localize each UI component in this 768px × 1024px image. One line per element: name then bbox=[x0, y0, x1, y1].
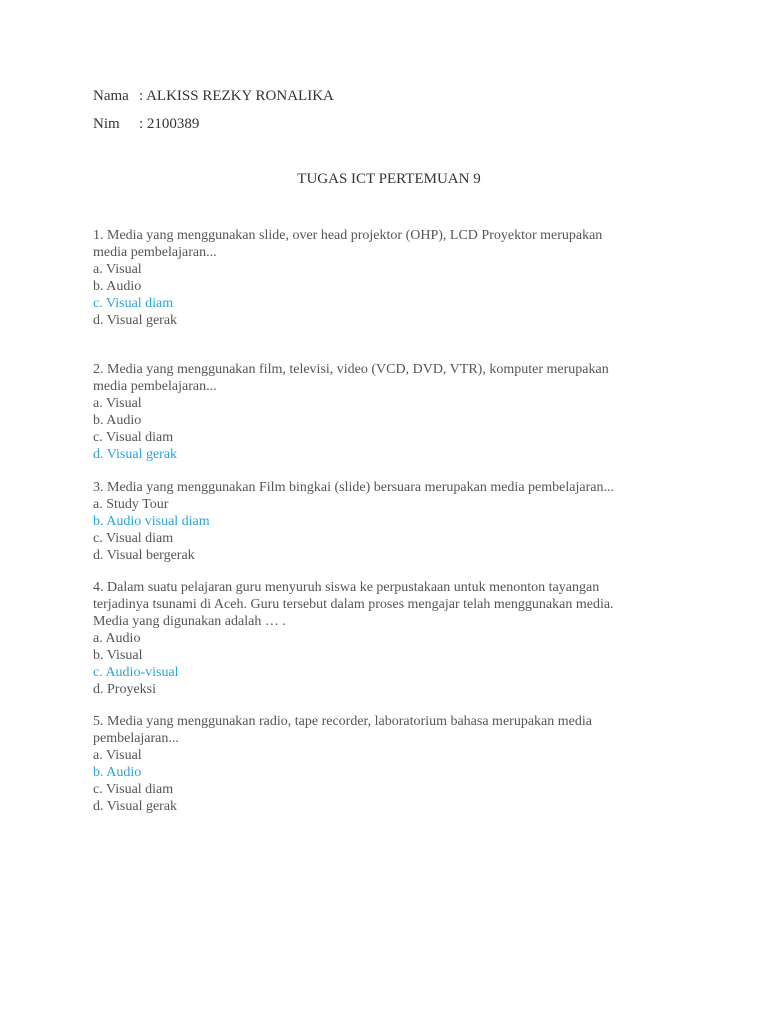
nim-value: : 2100389 bbox=[139, 116, 200, 132]
answer-option: b. Audio bbox=[93, 279, 142, 294]
document-title: TUGAS ICT PERTEMUAN 9 bbox=[297, 171, 481, 187]
answer-option-correct: b. Audio bbox=[93, 765, 142, 780]
answer-option-correct: c. Audio-visual bbox=[93, 665, 179, 680]
answer-option: c. Visual diam bbox=[93, 782, 174, 797]
answer-option: a. Visual bbox=[93, 262, 142, 277]
name-row bbox=[93, 88, 334, 105]
question-text-line: media pembelajaran... bbox=[93, 379, 217, 394]
answer-option: d. Proyeksi bbox=[93, 682, 156, 697]
answer-option-correct: c. Visual diam bbox=[93, 296, 174, 311]
answer-option: b. Visual bbox=[93, 648, 143, 663]
answer-option: b. Audio bbox=[93, 413, 142, 428]
question-text-line: media pembelajaran... bbox=[93, 245, 217, 260]
question-text-line: 3. Media yang menggunakan Film bingkai (slide) bersuara merupakan media pembelajaran... bbox=[93, 480, 614, 495]
nim-label: Nim bbox=[93, 116, 120, 132]
question-text-line: 2. Media yang menggunakan film, televisi, video (VCD, DVD, VTR), komputer merupakan bbox=[93, 362, 609, 377]
answer-option-correct: d. Visual gerak bbox=[93, 447, 178, 462]
question-2 bbox=[93, 361, 683, 463]
name-label: Nama bbox=[93, 88, 129, 104]
question-text-line: pembelajaran... bbox=[93, 731, 179, 746]
answer-option-correct: b. Audio visual diam bbox=[93, 514, 210, 529]
question-1 bbox=[93, 227, 683, 329]
question-text-line: terjadinya tsunami di Aceh. Guru tersebut dalam proses mengajar telah menggunakan media. bbox=[93, 597, 614, 612]
answer-option: d. Visual gerak bbox=[93, 799, 178, 814]
answer-option: d. Visual gerak bbox=[93, 313, 178, 328]
answer-option: c. Visual diam bbox=[93, 430, 174, 445]
question-5 bbox=[93, 713, 683, 815]
answer-option: a. Audio bbox=[93, 631, 141, 646]
answer-option: d. Visual bergerak bbox=[93, 548, 195, 563]
answer-option: a. Visual bbox=[93, 748, 142, 763]
question-text-line: 5. Media yang menggunakan radio, tape recorder, laboratorium bahasa merupakan media bbox=[93, 714, 592, 729]
question-text-line: Media yang digunakan adalah … . bbox=[93, 614, 286, 629]
name-value: : ALKISS REZKY RONALIKA bbox=[139, 88, 334, 104]
answer-option: c. Visual diam bbox=[93, 531, 174, 546]
question-3 bbox=[93, 479, 683, 564]
question-4 bbox=[93, 579, 683, 698]
answer-option: a. Study Tour bbox=[93, 497, 169, 512]
nim-row bbox=[93, 116, 199, 133]
question-text-line: 4. Dalam suatu pelajaran guru menyuruh siswa ke perpustakaan untuk menonton tayangan bbox=[93, 580, 600, 595]
question-text-line: 1. Media yang menggunakan slide, over head projektor (OHP), LCD Proyektor merupakan bbox=[93, 228, 603, 243]
answer-option: a. Visual bbox=[93, 396, 142, 411]
